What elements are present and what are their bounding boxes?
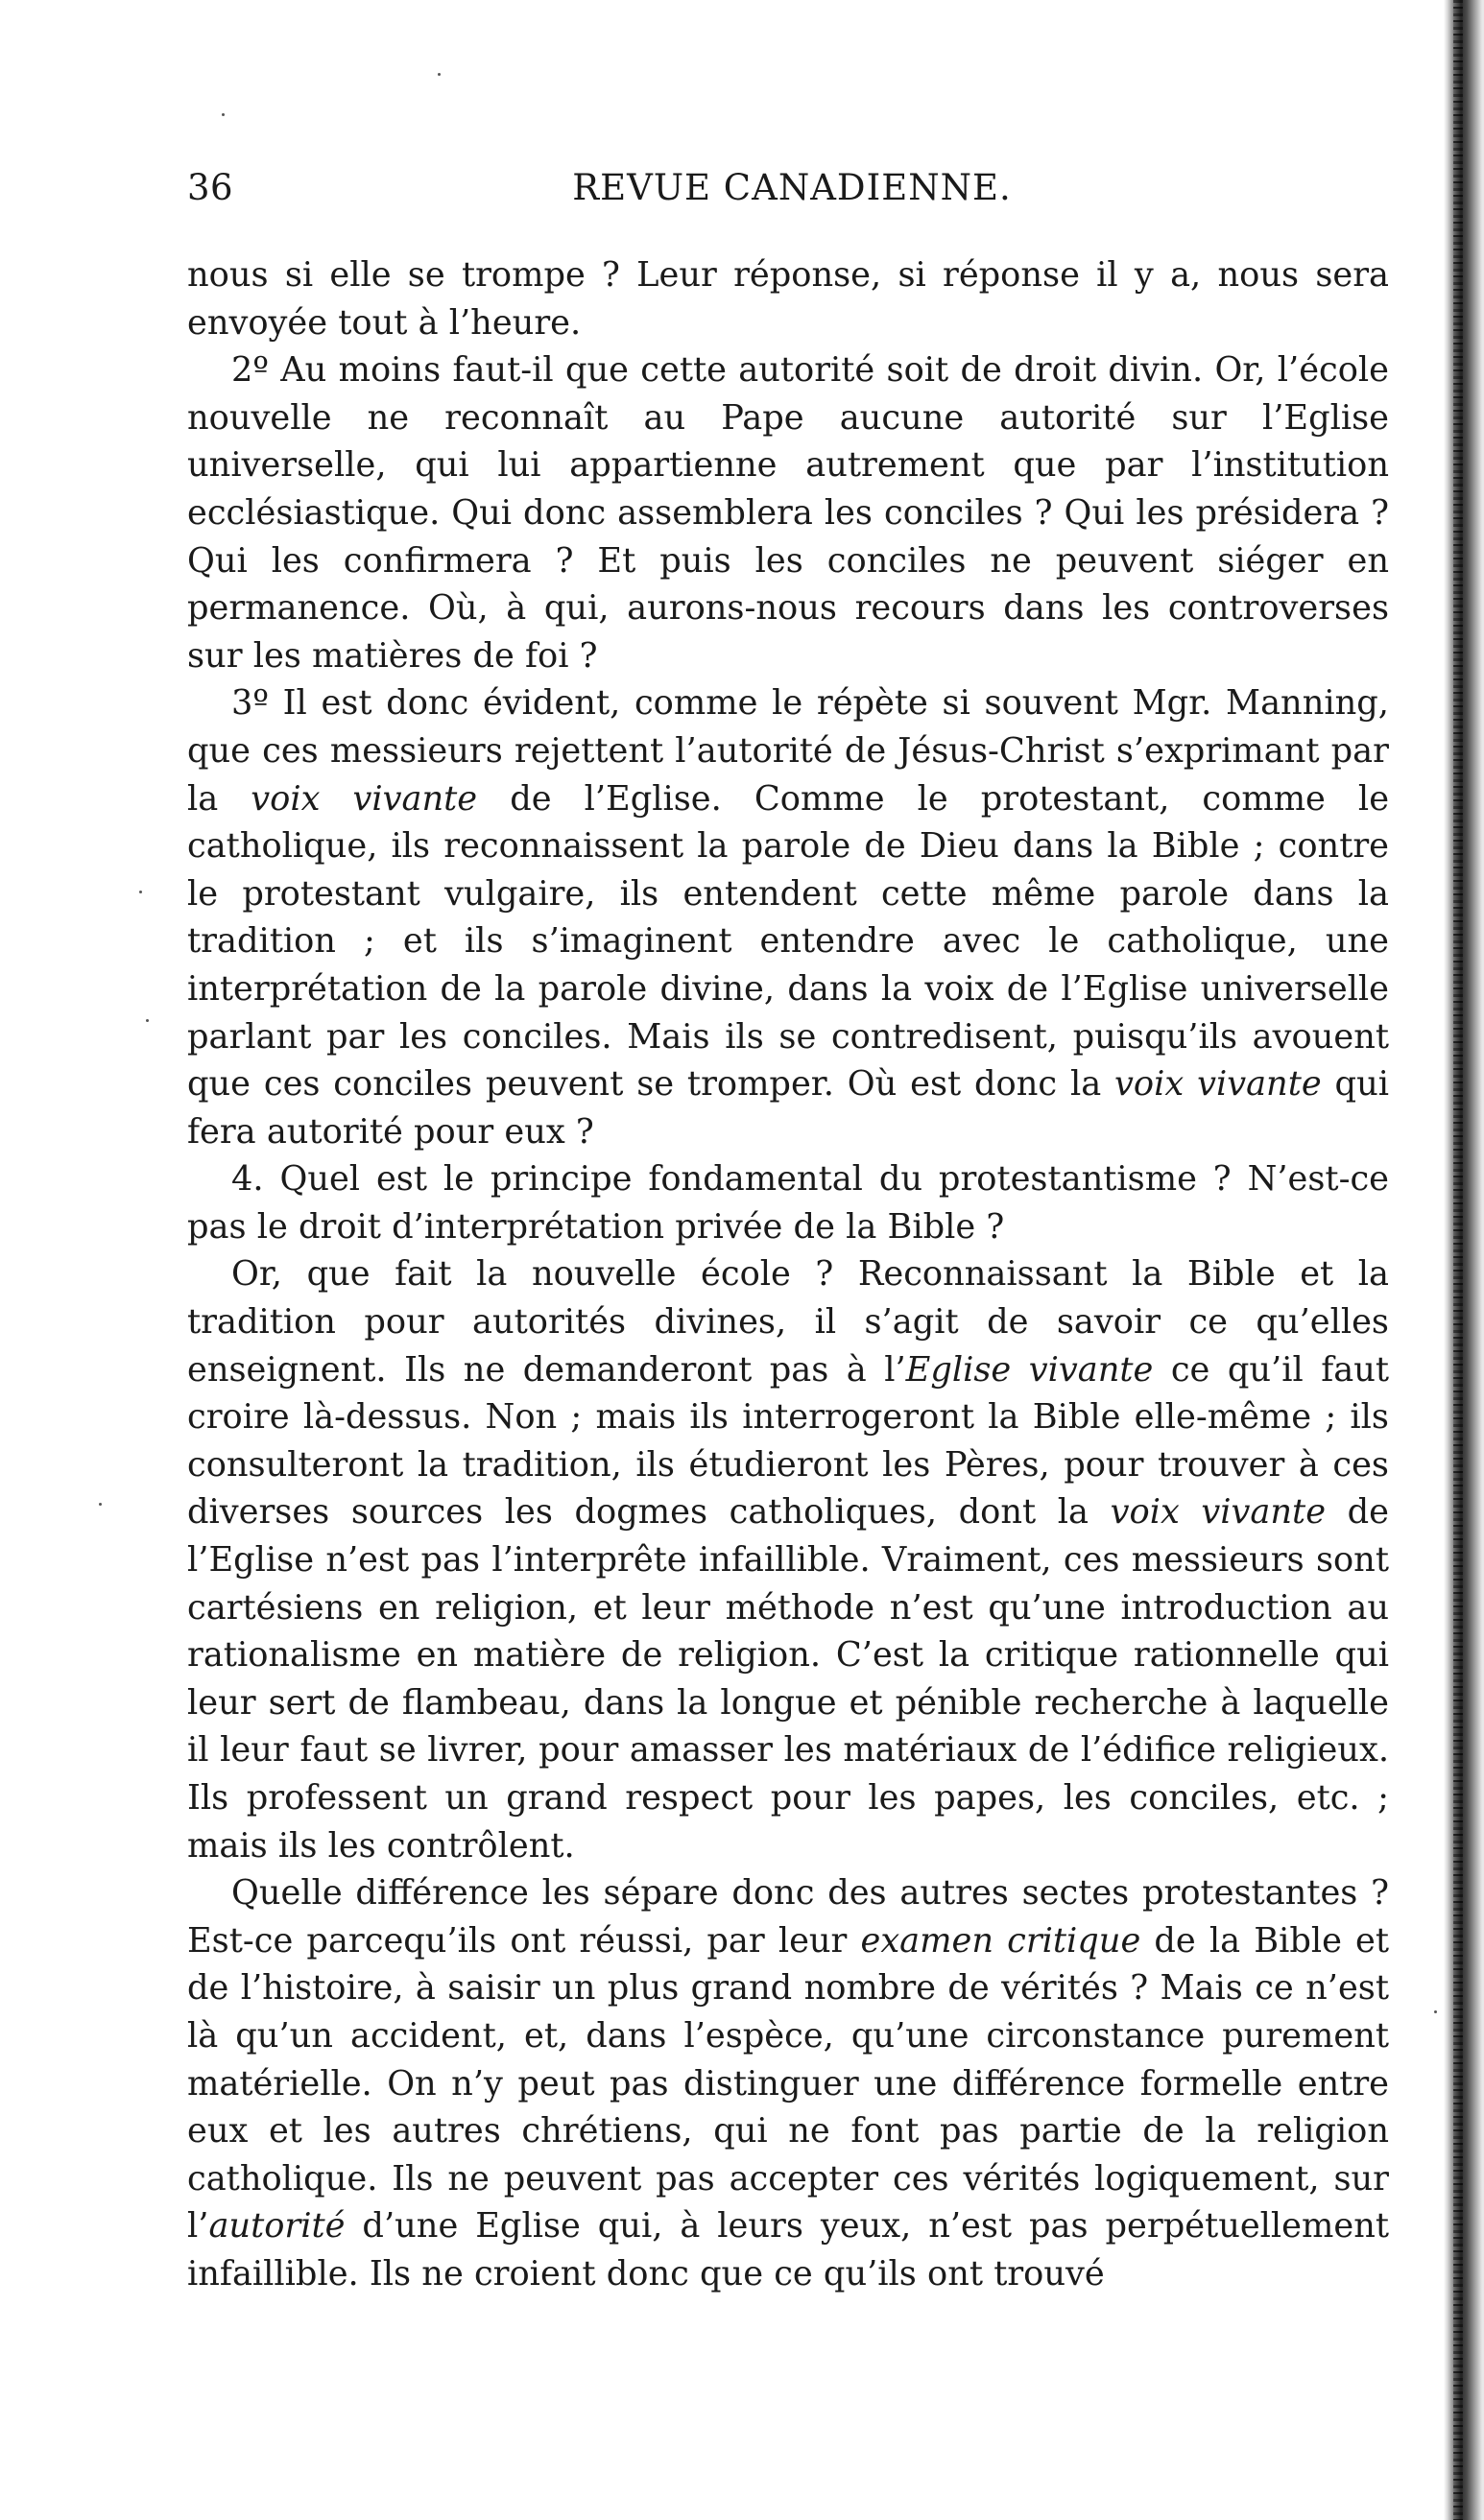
text-run: Quelle différence les sépare donc des autres sectes protestantes ? Est-ce parcequ’ils ont réussi, par leur — [187, 1873, 1389, 1961]
scan-speck — [99, 1503, 102, 1506]
scan-speck — [1434, 2010, 1437, 2013]
italic-phrase: voix vivante — [1110, 1492, 1327, 1533]
scan-speck — [222, 113, 225, 116]
text-run: d’une Eglise qui, à leurs yeux, n’est pas perpétuellement infaillible. Ils ne croient donc que ce qu’ils ont trouvé — [187, 2206, 1389, 2294]
text-run: 4. Quel est le principe fondamental du protestantisme ? N’est-ce pas le droit d’interprétation privée de la Bible ? — [187, 1159, 1389, 1247]
running-title: REVUE CANADIENNE. — [572, 167, 1012, 208]
paragraph — [187, 346, 1389, 679]
scan-binding-edge — [1440, 0, 1484, 2520]
scan-speck — [438, 73, 441, 76]
italic-phrase: autorité — [208, 2206, 346, 2247]
text-run: 2º Au moins faut-il que cette autorité soit de droit divin. Or, l’école nouvelle ne reconnaît au Pape aucune autorité sur l’Eglise universelle, qui lui appartienne autrement que par l’institution ecclésiastique. Qui donc assemblera les conciles ? Qui les présidera ? Qui les confirmera ? Et puis les conciles ne peuvent siéger en permanence. Où, à qui, aurons-nous recours dans les controverses sur les matières de foi ? — [187, 350, 1389, 676]
text-run: de l’Eglise. Comme le protestant, comme le catholique, ils reconnaissent la parole de Dieu dans la Bible ; contre le protestant vulgaire, ils entendent cette même parole dans la tradition ; et ils s’imaginent entendre avec le catholique, une interprétation de la parole divine, dans la voix de l’Eglise universelle parlant par les conciles. Mais ils se contredisent, puisqu’ils avouent que ces conciles peuvent se tromper. Où est donc la — [187, 778, 1390, 1105]
scan-speck — [139, 891, 142, 893]
italic-phrase: voix vivante — [251, 778, 478, 819]
text-run: qui fera autorité pour eux ? — [187, 1064, 1389, 1152]
page-header — [187, 167, 1397, 225]
scan-speck — [146, 1019, 149, 1022]
italic-phrase: Eglise vivante — [905, 1349, 1154, 1390]
paragraph — [187, 679, 1389, 1155]
paragraph — [187, 1155, 1389, 1250]
paragraph — [187, 251, 1389, 346]
text-run: nous si elle se trompe ? Leur réponse, si réponse il y a, nous sera envoyée tout à l’heure. — [187, 255, 1389, 343]
text-run: de la Bible et de l’histoire, à saisir un plus grand nombre de vérités ? Mais ce n’est là qu’un accident, et, dans l’espèce, qu’une circonstance purement matérielle. On n’y peut pas distinguer une différence formelle entre eux et les autres chrétiens, qui ne font pas partie de la religion catholique. Ils ne peuvent pas accepter ces vérités logiquement, sur l’ — [187, 1920, 1389, 2247]
italic-phrase: examen critique — [860, 1920, 1141, 1961]
text-run: ce qu’il faut croire là-dessus. Non ; mais ils interrogeront la Bible elle-même ; ils consulteront la tradition, ils étudieront les Pères, pour trouver à ces diverses sources les dogmes catholiques, dont la — [187, 1349, 1389, 1533]
text-run: Or, que fait la nouvelle école ? Reconnaissant la Bible et la tradition pour autorités divines, il s’agit de savoir ce qu’elles enseignent. Ils ne demanderont pas à l’ — [187, 1254, 1389, 1390]
italic-phrase: voix vivante — [1114, 1064, 1322, 1105]
paragraph — [187, 1869, 1389, 2297]
text-run: de l’Eglise n’est pas l’interprête infaillible. Vraiment, ces messieurs sont cartésiens en religion, et leur méthode n’est qu’une introduction au rationalisme en matière de religion. C’est la critique rationnelle qui leur sert de flambeau, dans la longue et pénible recherche à laquelle il leur faut se livrer, pour amasser les matériaux de l’édifice religieux. Ils professent un grand respect pour les papes, les conciles, etc. ; mais ils les contrôlent. — [187, 1492, 1389, 1866]
body-text — [187, 251, 1389, 2298]
page-number: 36 — [187, 167, 234, 208]
paragraph — [187, 1250, 1389, 1869]
text-run: 3º Il est donc évident, comme le répète si souvent Mgr. Manning, que ces messieurs rejettent l’autorité de Jésus-Christ s’exprimant par la — [187, 683, 1389, 819]
